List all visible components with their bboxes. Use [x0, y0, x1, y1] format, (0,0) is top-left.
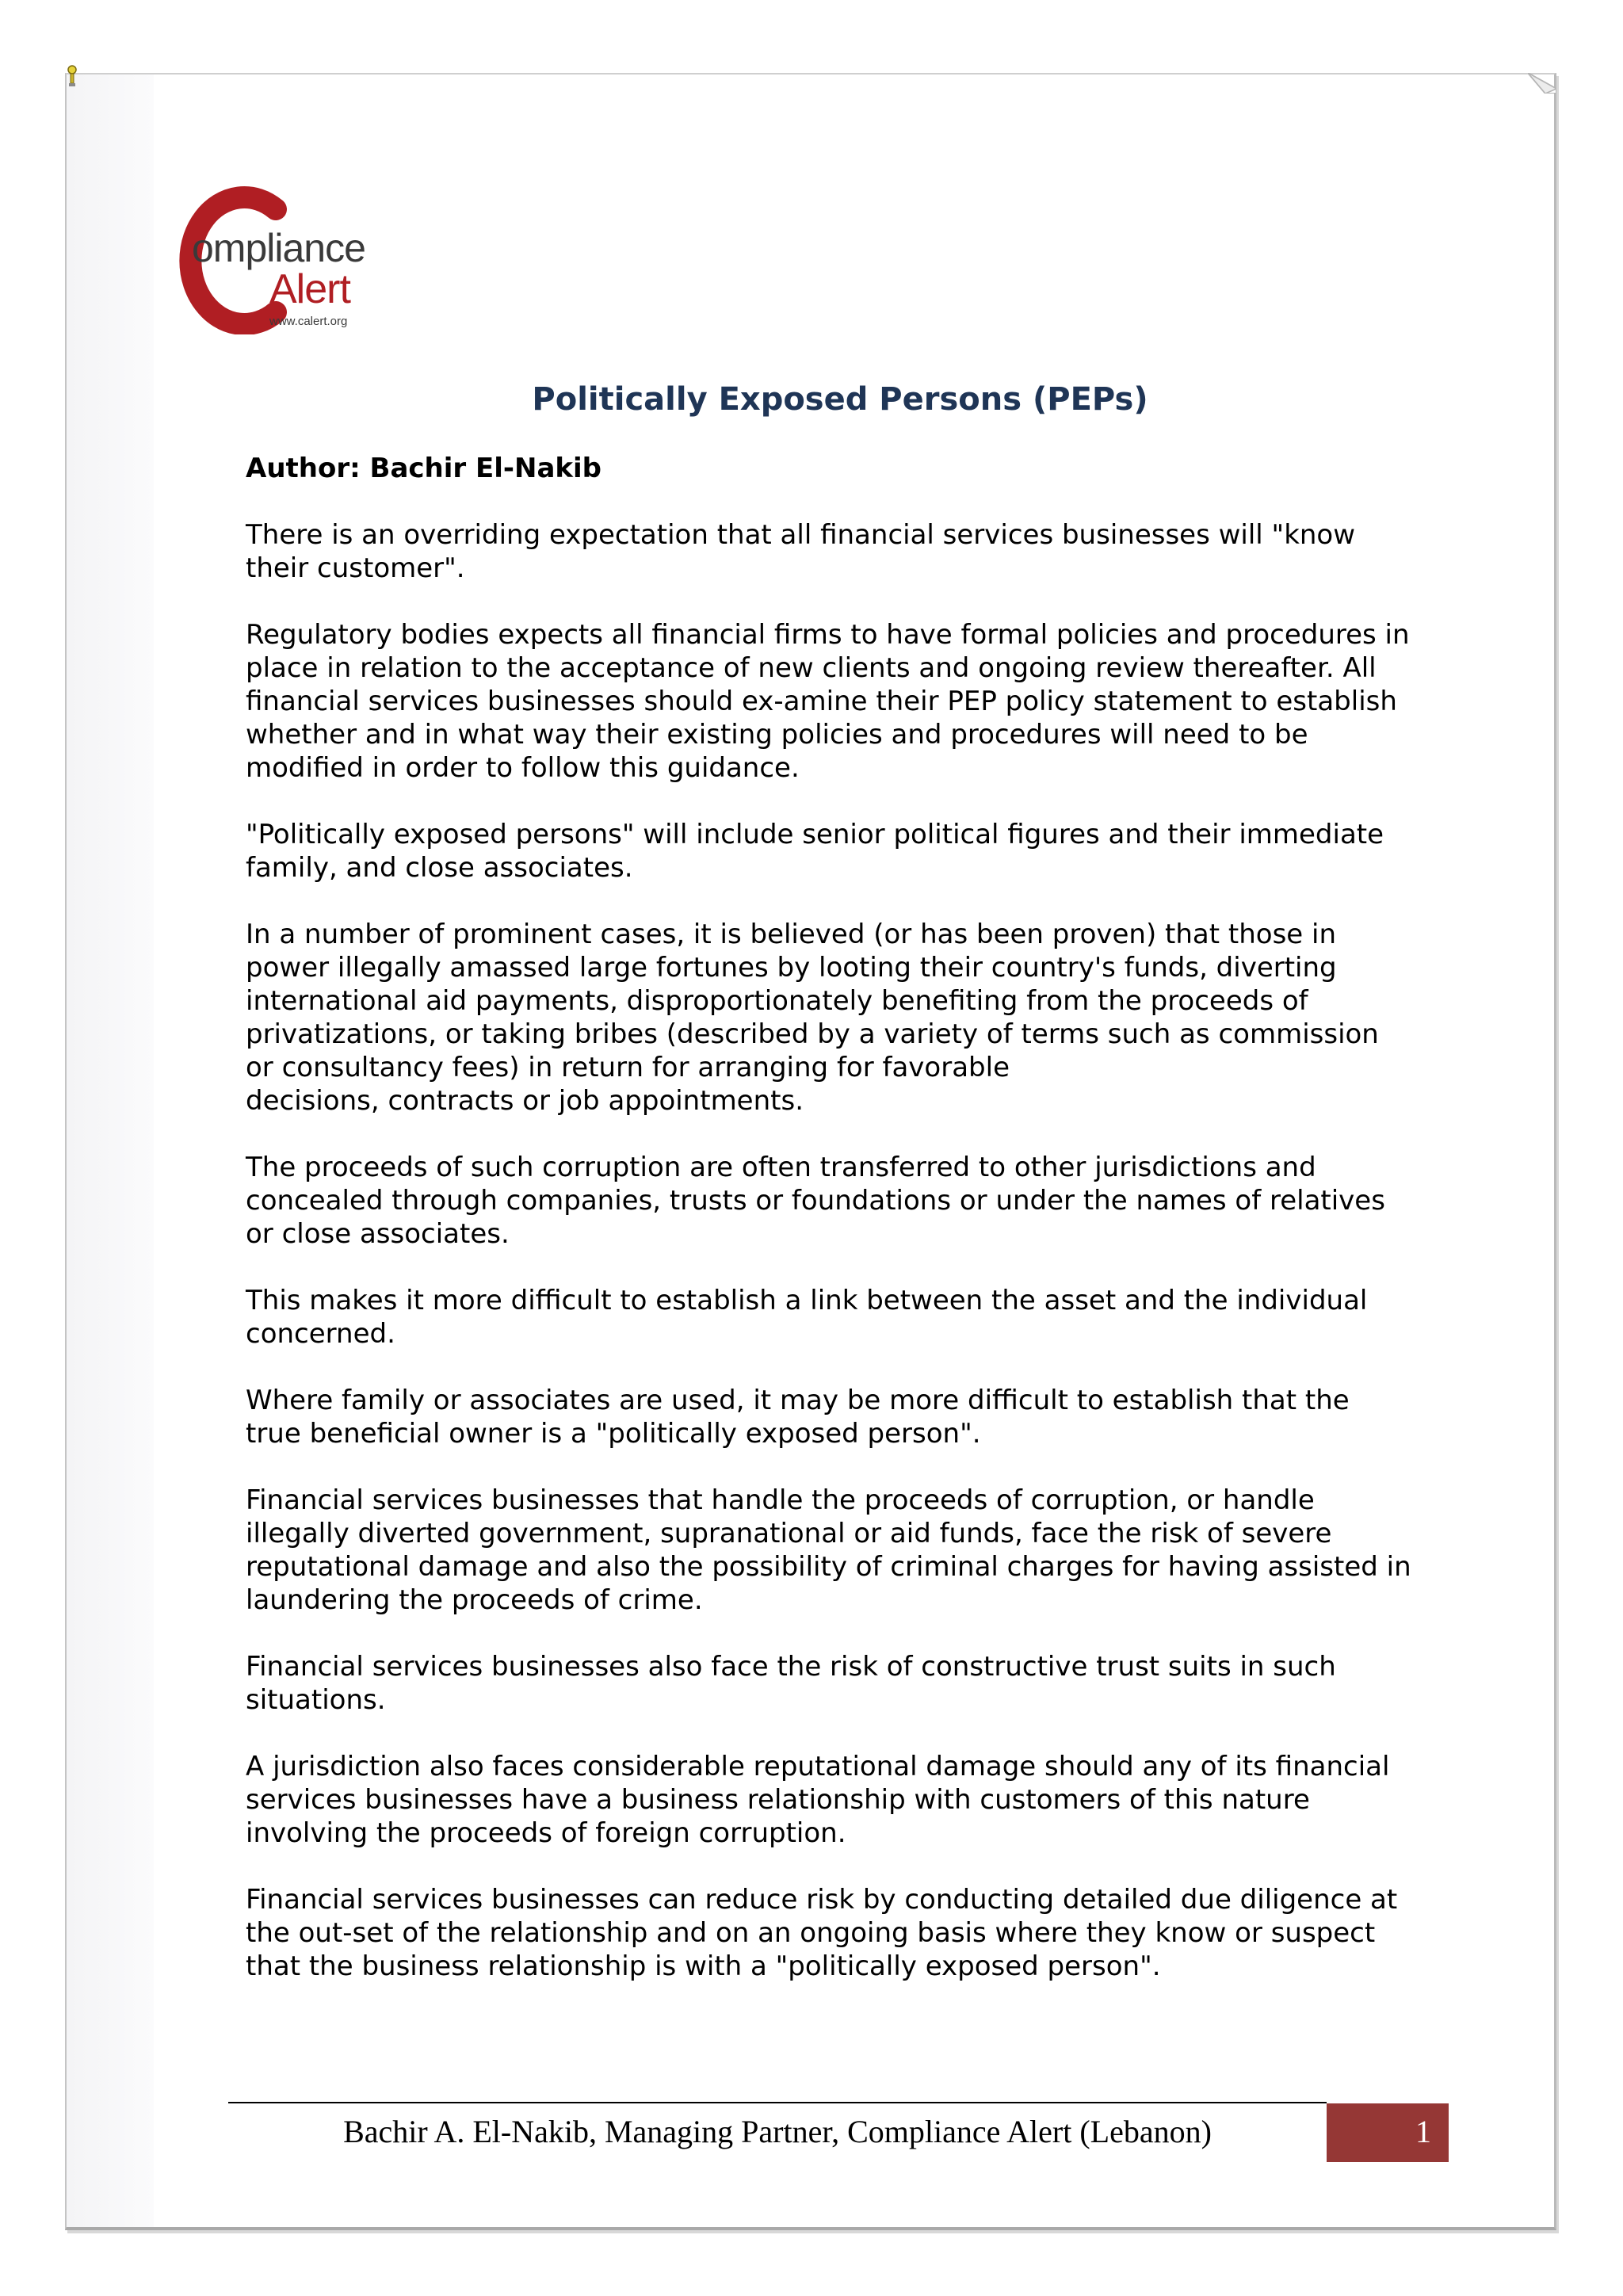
paragraph: "Politically exposed persons" will include senior political figures and their immediate family, and close associates.: [246, 819, 1384, 884]
paragraph: Regulatory bodies expects all financial firms to have formal policies and procedures in place in relation to the acceptance of new clients and ongoing review thereafter. All financial services businesses should ex-amine their PEP policy statement to establish whether and in what way their existing policies and procedures will need to be modified in order to follow this guidance.: [246, 619, 1410, 784]
logo-url: www.calert.org: [269, 315, 348, 328]
document-author: Author: Bachir El-Nakib: [246, 453, 602, 484]
paragraph: There is an overriding expectation that all financial services businesses will "know their customer".: [246, 519, 1356, 584]
page-gutter: [67, 74, 154, 2227]
annotation-pin-icon[interactable]: [67, 63, 78, 90]
logo-text-alert: Alert: [269, 266, 350, 312]
document-title: Politically Exposed Persons (PEPs): [532, 381, 1148, 418]
document-body: [246, 518, 1450, 2016]
compliance-alert-logo: [158, 184, 396, 334]
paragraph: Financial services businesses also face the risk of constructive trust suits in such situations.: [246, 1651, 1336, 1716]
logo-text-compliance: ompliance: [192, 226, 365, 270]
paragraph: The proceeds of such corruption are often transferred to other jurisdictions and concealed through companies, trusts or foundations or under the names of relatives or close associates.: [246, 1152, 1385, 1250]
page-number-badge: [1327, 2103, 1449, 2162]
footer-divider: [228, 2102, 1327, 2103]
paragraph: A jurisdiction also faces considerable reputational damage should any of its financial services businesses have a business relationship with customers of this nature involving the proceeds of foreign corruption.: [246, 1751, 1390, 1849]
paragraph: Financial services businesses that handle the proceeds of corruption, or handle illegally diverted government, supranational or aid funds, face the risk of severe reputational damage and also the possibility of criminal charges for having assisted in laundering the proceeds of crime.: [246, 1484, 1411, 1616]
footer-text: Bachir A. El-Nakib, Managing Partner, Compliance Alert (Lebanon): [343, 2114, 1212, 2149]
paragraph: Where family or associates are used, it may be more difficult to establish that the true beneficial owner is a "politically exposed person".: [246, 1385, 1350, 1450]
page-corner-fold-icon: [1528, 73, 1556, 94]
paragraph: Financial services businesses can reduce risk by conducting detailed due diligence at the out-set of the relationship and on an ongoing basis where they know or suspect that the business relationship is with a "politically exposed person".: [246, 1884, 1398, 1982]
page-number: 1: [1415, 2114, 1431, 2149]
paragraph: In a number of prominent cases, it is believed (or has been proven) that those in power illegally amassed large fortunes by looting their country's funds, diverting international aid payments, disproportionately benefiting from the proceeds of privatizations, or taking bribes (described by a variety of terms such as commission or consultancy fees) in return for arranging for favorable decisions, contracts or job appointments.: [246, 919, 1379, 1117]
paragraph: This makes it more difficult to establish a link between the asset and the individual concerned.: [246, 1285, 1368, 1350]
